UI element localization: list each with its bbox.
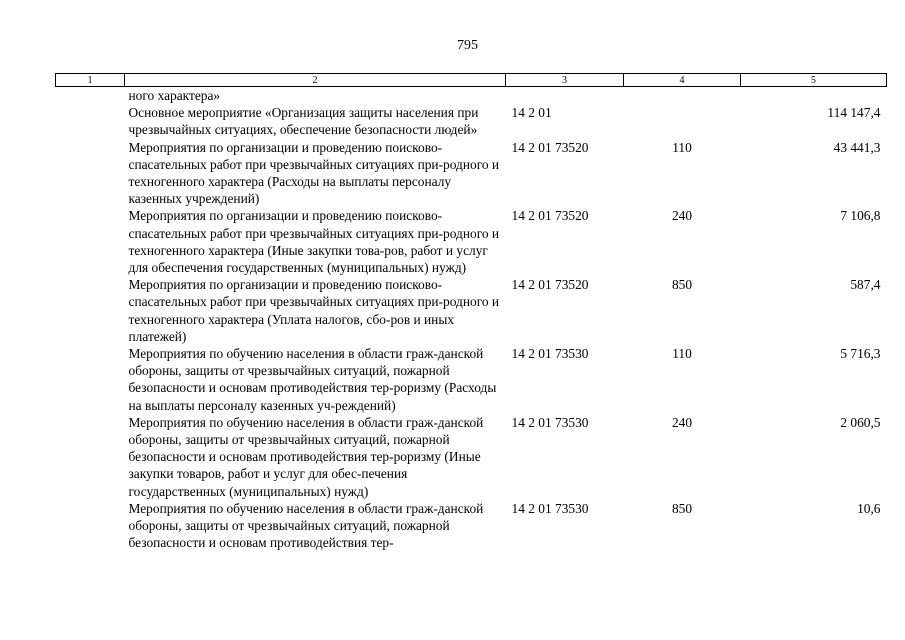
row-type [624,87,741,105]
table-row [56,345,887,414]
table-body [56,87,887,552]
row-code: 14 2 01 73530 [511,500,589,516]
row-number [56,414,125,500]
row-name: Мероприятия по организации и проведению поисково-спасательных работ при чрезвычайных ситуациях при-родного и техногенного характера (Расходы на выплаты персоналу казенных учреждений) [128,139,500,207]
header-col-1: 1 [56,74,125,87]
header-col-3: 3 [506,74,624,87]
row-amount: 5 716,3 [840,346,881,362]
row-amount: 2 060,5 [840,414,881,430]
table-row [56,139,887,208]
row-number [56,139,125,208]
page-number: 795 [457,38,478,53]
row-name: Мероприятия по организации и проведению поисково-спасательных работ при чрезвычайных ситуациях при-родного и техногенного характера (Уплата налогов, сбо-ров и иных платежей) [128,277,500,344]
table-header [56,74,887,87]
row-code: 14 2 01 73520 [511,139,589,155]
row-type: 850 [671,500,693,516]
row-amount: 114 147,4 [827,105,881,121]
row-name: ного характера» [128,88,221,103]
row-type [624,104,741,138]
row-amount: 10,6 [857,500,881,516]
row-code [506,87,624,105]
row-name: Мероприятия по организации и проведению поисково-спасательных работ при чрезвычайных ситуациях при-родного и техногенного характера (Иные закупки това-ров, работ и услуг для обеспечения государственных (муниципальных) нужд) [128,208,500,276]
header-col-4: 4 [624,74,741,87]
header-col-2: 2 [125,74,506,87]
row-type: 240 [671,414,693,430]
row-code: 14 2 01 73530 [511,346,589,362]
header-row [56,74,887,87]
table-row [56,207,887,276]
row-name: Мероприятия по обучению населения в области граж-данской обороны, защиты от чрезвычайных ситуаций, пожарной безопасности и основам противодействия тер- [128,500,484,551]
table-row [56,104,887,138]
budget-table [55,73,887,551]
row-type: 110 [672,139,692,155]
table-row [56,276,887,345]
header-col-5: 5 [741,74,887,87]
row-amount: 587,4 [850,277,881,293]
row-number [56,104,125,138]
table-row [56,500,887,552]
row-amount: 43 441,3 [833,139,881,155]
row-type: 110 [672,346,692,362]
row-number [56,345,125,414]
table-row [56,414,887,500]
row-code: 14 2 01 73530 [511,414,589,430]
row-name: Мероприятия по обучению населения в области граж-данской обороны, защиты от чрезвычайных ситуаций, пожарной безопасности и основам противодействия тер-роризму (Иные закупки товаров, работ и услуг для обес-печения государственных (муниципальных) нужд) [128,414,484,499]
row-type: 850 [671,277,693,293]
row-code: 14 2 01 73520 [511,208,589,224]
row-name: Мероприятия по обучению населения в области граж-данской обороны, защиты от чрезвычайных ситуаций, пожарной безопасности и основам противодействия тер-роризму (Расходы на выплаты персоналу казенных уч-реждений) [128,346,497,413]
row-number [56,276,125,345]
row-number [56,207,125,276]
row-number [56,500,125,552]
row-amount: 7 106,8 [840,208,881,224]
table-row [56,87,887,105]
row-code: 14 2 01 73520 [511,277,589,293]
row-amount [741,87,887,105]
row-number [56,87,125,105]
row-name: Основное мероприятие «Организация защиты населения при чрезвычайных ситуациях, обеспечение безопасности людей» [128,105,479,138]
row-type: 240 [671,208,693,224]
row-code: 14 2 01 [511,105,552,121]
